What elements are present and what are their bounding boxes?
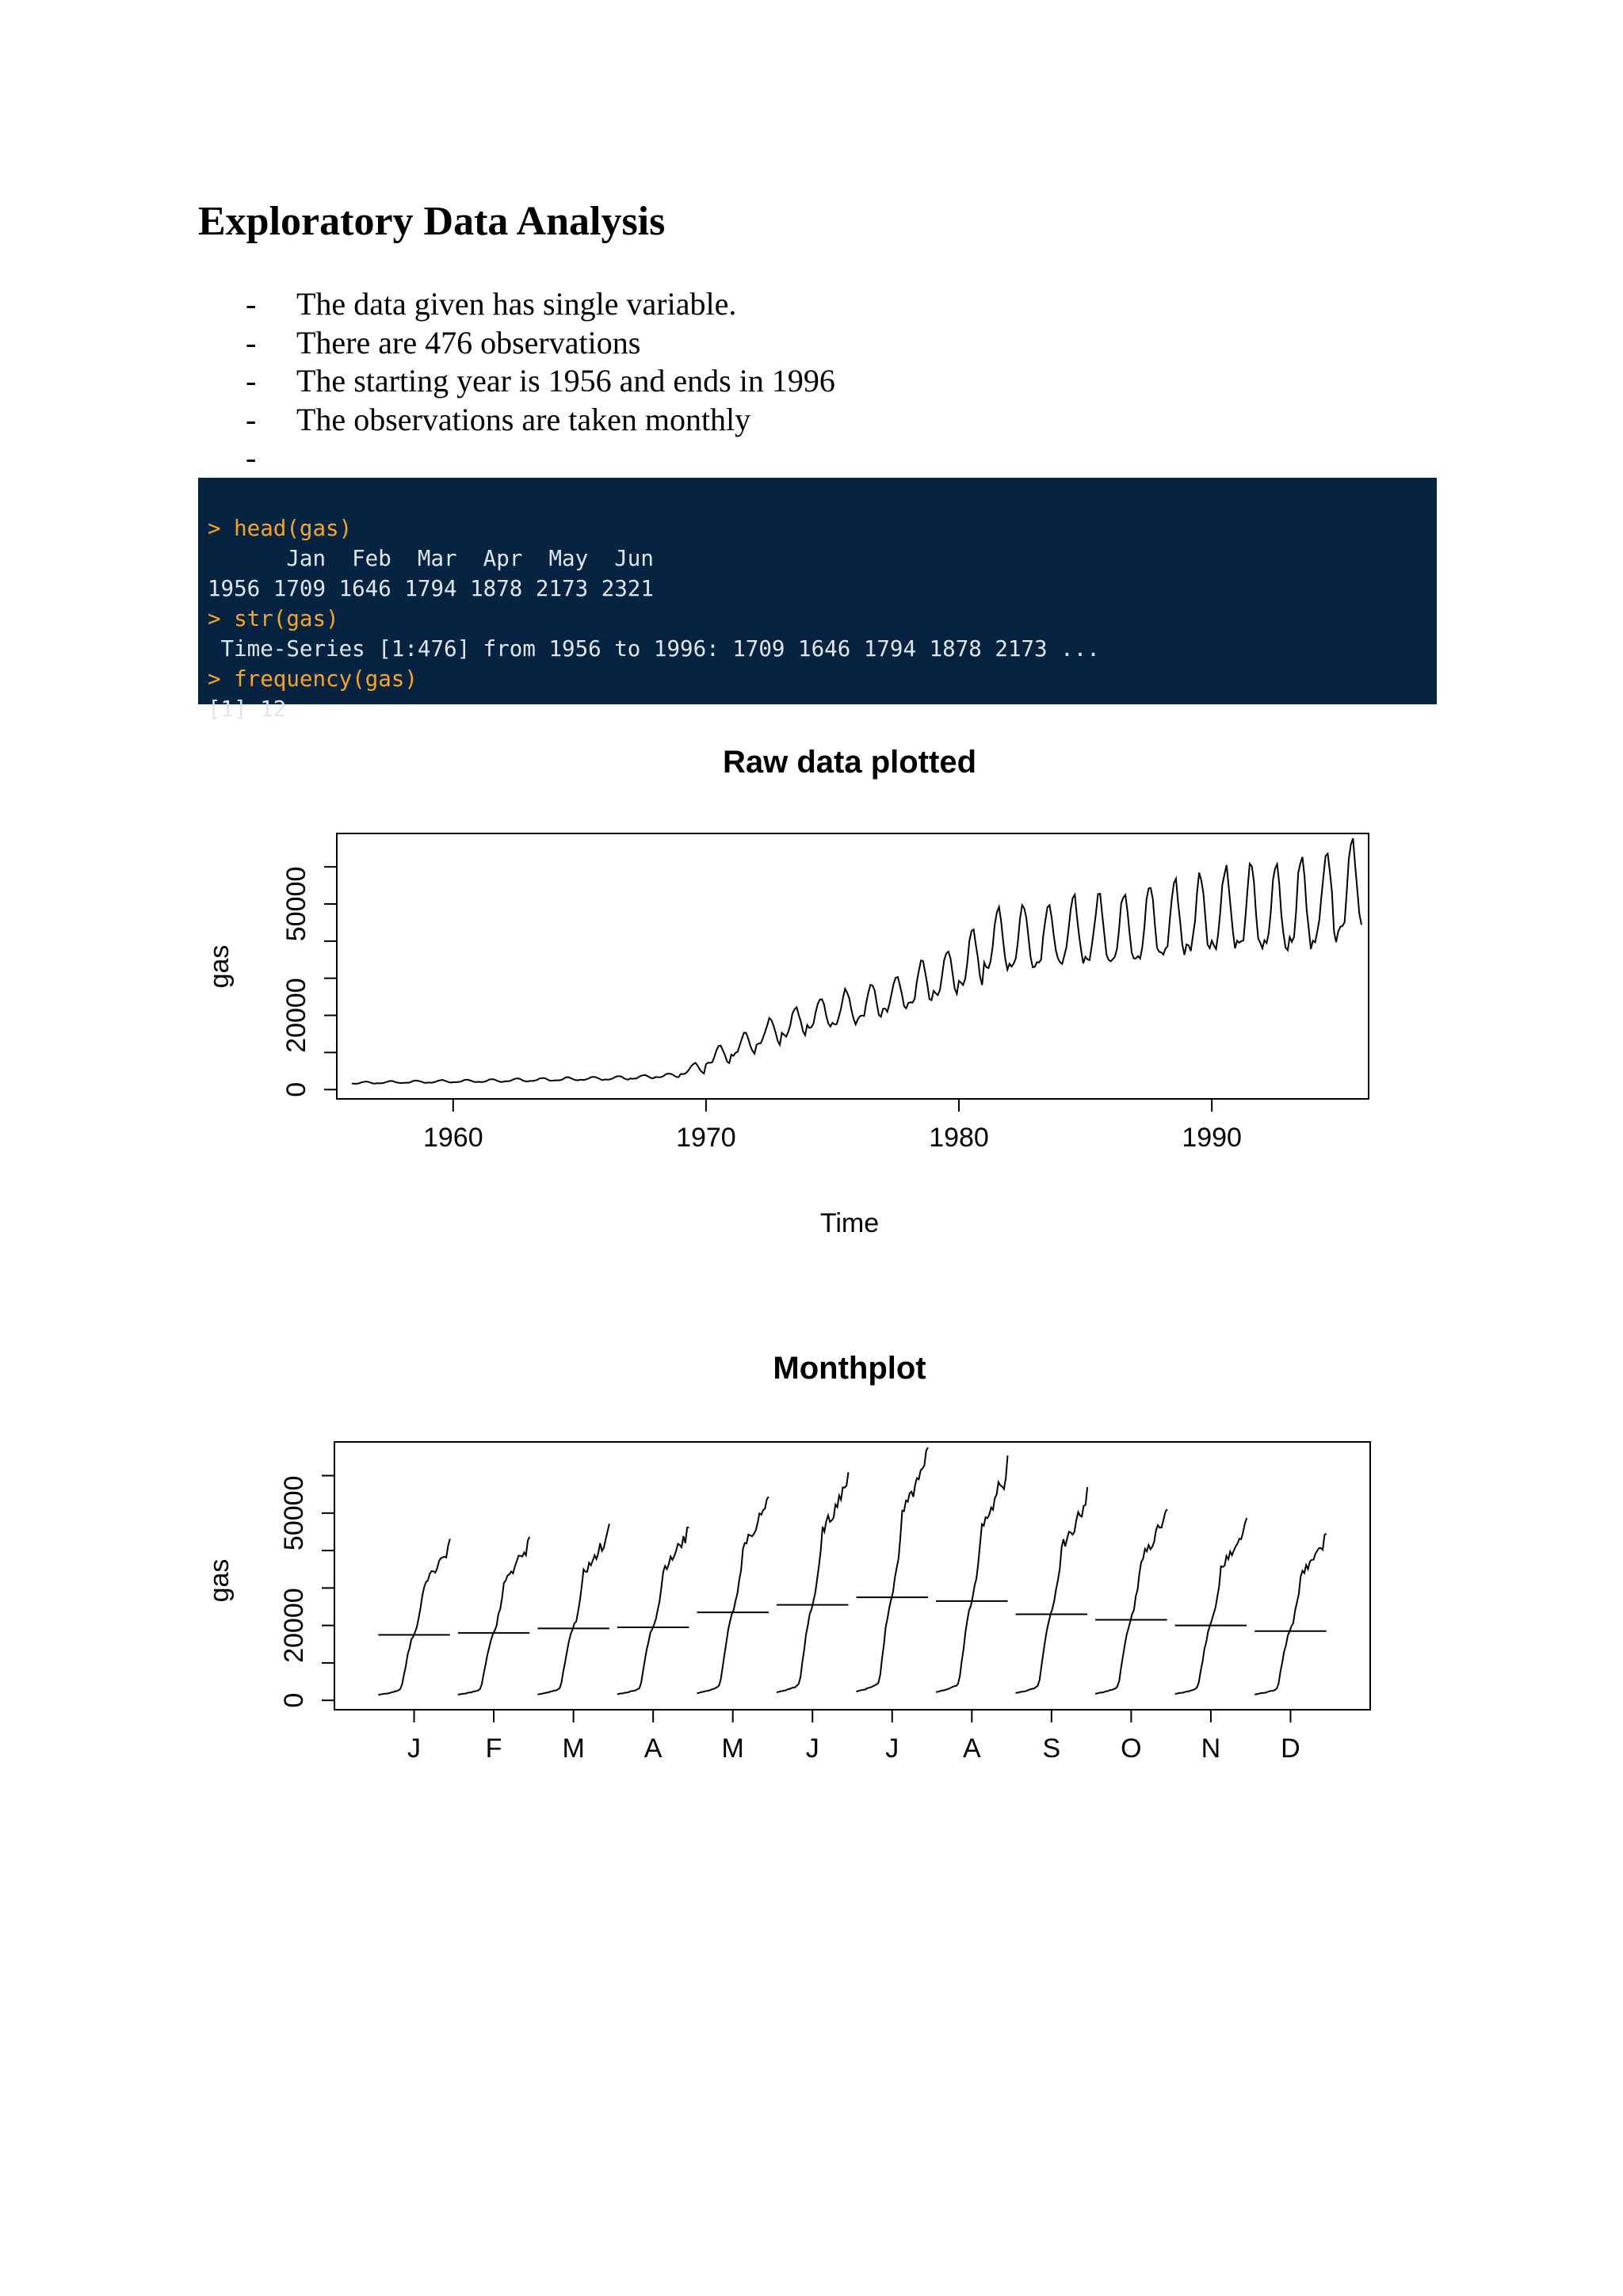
x-tick-label: J [885, 1733, 899, 1764]
raw-data-plot [198, 729, 1437, 1268]
bullet-text: There are 476 observations [296, 324, 641, 360]
y-tick-label: 50000 [279, 1475, 309, 1551]
list-item [246, 285, 835, 324]
x-axis-label: Time [819, 1208, 880, 1238]
month-series-line [777, 1472, 849, 1692]
y-tick-label: 50000 [281, 866, 311, 942]
month-series-line [936, 1455, 1007, 1692]
chart-title: Monthplot [773, 1351, 926, 1386]
bullet-dash: - [246, 286, 257, 322]
console-line: > head(gas) [208, 516, 353, 541]
plot-axes [281, 833, 1369, 1153]
console-line: > frequency(gas) [208, 666, 418, 692]
x-tick-label: O [1121, 1733, 1142, 1764]
y-tick-label: 0 [279, 1692, 309, 1708]
month-series-line [617, 1527, 689, 1695]
observation-list [246, 285, 835, 478]
y-tick-label: 20000 [281, 978, 311, 1053]
x-tick-label: S [1042, 1733, 1061, 1764]
chart-title: Raw data plotted [722, 745, 977, 780]
console-line: [1] 12 [208, 696, 287, 722]
plot-axes [279, 1442, 1370, 1764]
month-series-line [458, 1537, 530, 1695]
monthplot-plot [198, 1331, 1437, 1791]
x-tick-label: F [485, 1733, 502, 1764]
console-line: Jan Feb Mar Apr May Jun [208, 546, 654, 571]
x-tick-label: M [562, 1733, 585, 1764]
month-series-line [697, 1497, 769, 1693]
month-series-line [1254, 1534, 1327, 1695]
month-series-line [857, 1447, 929, 1691]
bullet-text: The starting year is 1956 and ends in 1996 [296, 363, 835, 399]
x-tick-label: D [1281, 1733, 1300, 1764]
month-series-line [378, 1539, 450, 1695]
list-item [246, 401, 835, 440]
x-tick-label: A [643, 1733, 663, 1764]
bullet-text: The data given has single variable. [296, 286, 737, 322]
console-line: Time-Series [1:476] from 1956 to 1996: 1709 1646 1794 1878 2173 ... [208, 636, 1100, 662]
list-item [246, 324, 835, 363]
section-heading: Exploratory Data Analysis [198, 199, 666, 244]
console-line: > str(gas) [208, 606, 339, 631]
r-console-output [198, 478, 1437, 722]
bullet-text: The observations are taken monthly [296, 401, 751, 437]
x-tick-label: 1960 [422, 1123, 483, 1153]
month-series-group [378, 1447, 1326, 1695]
x-tick-label: J [407, 1733, 422, 1764]
x-tick-label: 1990 [1182, 1123, 1242, 1153]
plot-frame [334, 1442, 1370, 1710]
monthplot-chart [198, 1331, 1437, 1791]
bullet-dash: - [246, 401, 257, 437]
x-tick-label: 1980 [929, 1123, 989, 1153]
gas-series-line [352, 838, 1361, 1084]
x-tick-label: 1970 [676, 1123, 736, 1153]
list-item [246, 362, 835, 401]
x-tick-label: J [805, 1733, 819, 1764]
bullet-dash: - [246, 324, 257, 360]
y-tick-label: 0 [281, 1081, 311, 1097]
y-axis-label: gas [204, 1558, 235, 1603]
list-item [246, 439, 835, 478]
month-series-line [1095, 1509, 1167, 1694]
y-tick-label: 20000 [279, 1588, 309, 1663]
month-series-line [1175, 1518, 1247, 1694]
month-series-line [537, 1524, 609, 1695]
plot-frame [337, 833, 1369, 1099]
y-axis-label: gas [204, 944, 235, 989]
x-tick-label: M [721, 1733, 744, 1764]
bullet-dash: - [246, 440, 257, 475]
month-series-line [1016, 1487, 1088, 1693]
x-tick-label: N [1201, 1733, 1221, 1764]
bullet-dash: - [246, 363, 257, 399]
console-line: 1956 1709 1646 1794 1878 2173 2321 [208, 576, 654, 601]
raw-data-chart [198, 729, 1437, 1268]
x-tick-label: A [962, 1733, 981, 1764]
